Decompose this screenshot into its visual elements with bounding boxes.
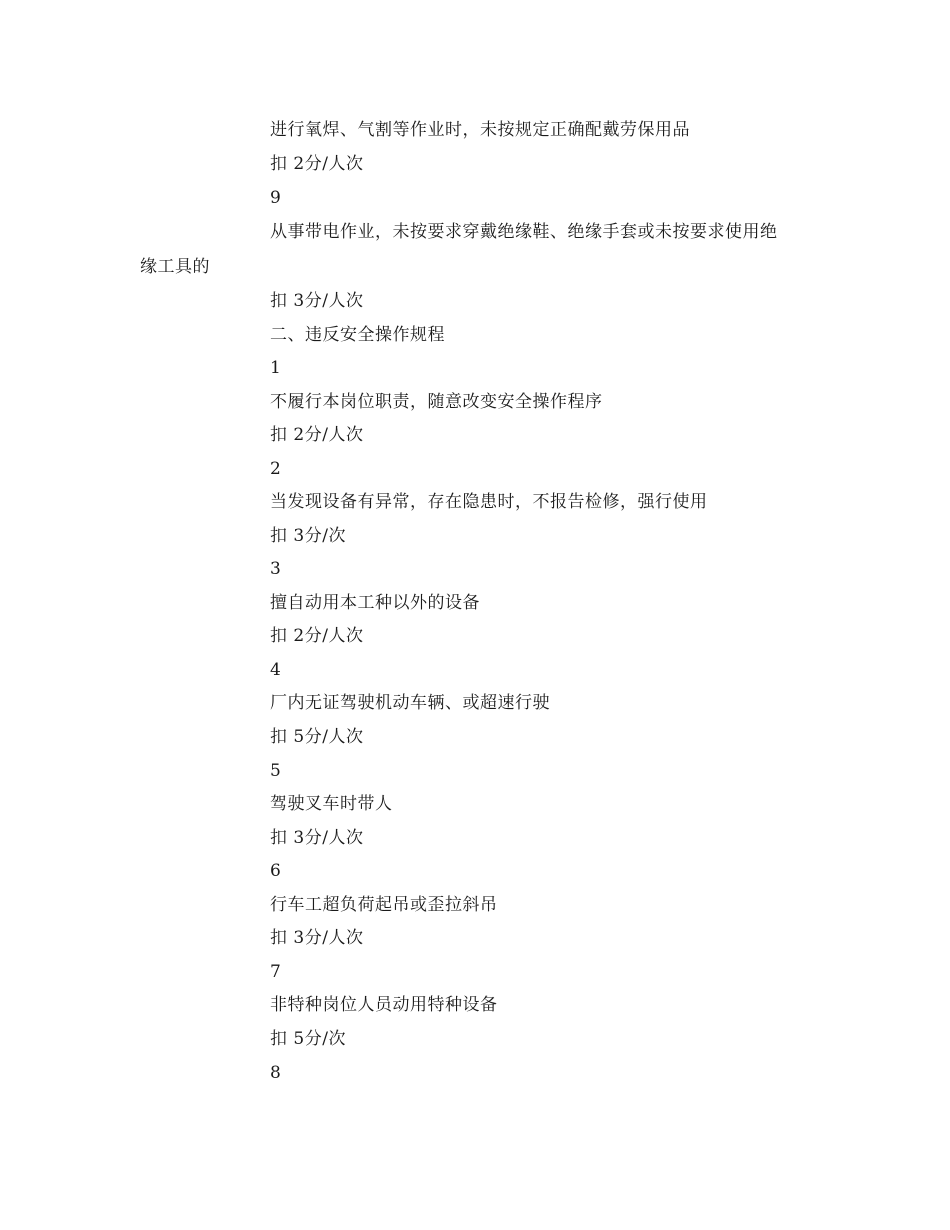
text-line: 进行氧焊、气割等作业时，未按规定正确配戴劳保用品	[270, 120, 690, 140]
text-line: 不履行本岗位职责，随意改变安全操作程序	[270, 392, 603, 412]
text-line: 扣 2分/人次	[270, 626, 364, 646]
text-line: 3	[270, 559, 282, 579]
text-line: 扣 2分/人次	[270, 154, 364, 174]
text-line: 驾驶叉车时带人	[270, 794, 393, 814]
text-line: 7	[270, 962, 282, 982]
text-line: 行车工超负荷起吊或歪拉斜吊	[270, 895, 498, 915]
text-line: 扣 3分/人次	[270, 928, 364, 948]
text-line: 1	[270, 358, 282, 378]
text-line: 4	[270, 660, 282, 680]
text-line: 9	[270, 188, 282, 208]
text-line: 当发现设备有异常，存在隐患时，不报告检修，强行使用	[270, 492, 708, 512]
text-line: 扣 3分/次	[270, 526, 346, 546]
text-line: 擅自动用本工种以外的设备	[270, 593, 480, 613]
text-line: 扣 3分/人次	[270, 828, 364, 848]
text-line: 缘工具的	[140, 257, 210, 277]
text-line: 扣 2分/人次	[270, 425, 364, 445]
section-heading: 二、违反安全操作规程	[270, 325, 445, 345]
text-line: 2	[270, 459, 282, 479]
text-line: 厂内无证驾驶机动车辆、或超速行驶	[270, 693, 550, 713]
text-line: 扣 5分/人次	[270, 727, 364, 747]
text-line: 从事带电作业，未按要求穿戴绝缘鞋、绝缘手套或未按要求使用绝	[270, 222, 778, 242]
text-line: 8	[270, 1063, 282, 1083]
text-line: 扣 5分/次	[270, 1029, 346, 1049]
text-line: 5	[270, 761, 282, 781]
text-line: 6	[270, 861, 282, 881]
text-line: 扣 3分/人次	[270, 291, 364, 311]
text-line: 非特种岗位人员动用特种设备	[270, 995, 498, 1015]
